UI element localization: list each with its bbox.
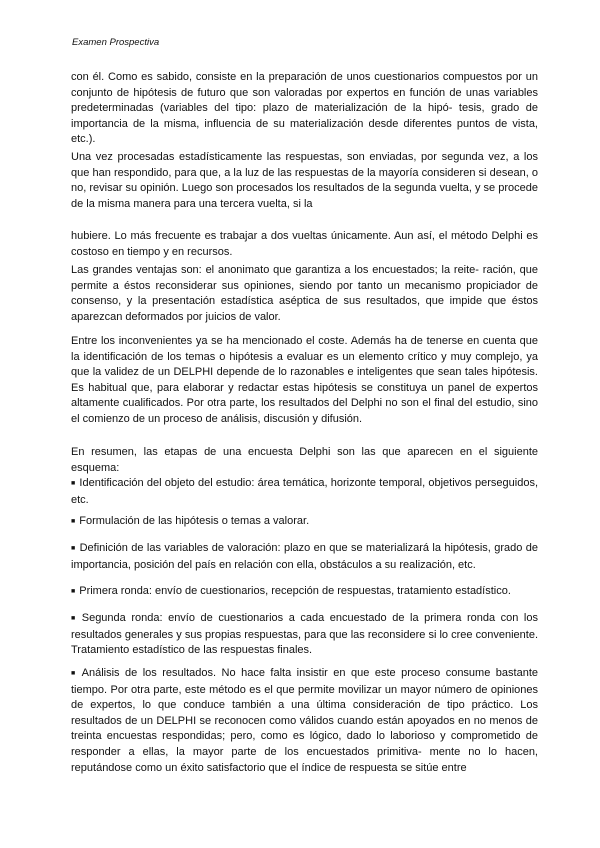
paragraph: con él. Como es sabido, consiste en la preparación de unos cuestionarios compuestos por un conjunto de hipótesis de futuro que son valoradas por expertos en función de unas variables predeterminadas (variables del tipo: plazo de materialización de la hipó- tesis, grado de importancia de la misma, influencia de su materialización desde diferentes puntos de vista, etc.). [71,71,538,146]
list-item: ■ Formulación de las hipótesis o temas a valorar. [71,514,538,531]
list-item: ■ Primera ronda: envío de cuestionarios, recepción de respuestas, tratamiento estadístico. [71,584,538,601]
paragraph: Las grandes ventajas son: el anonimato que garantiza a los encuestados; la reite- ración, que permite a éstos reconsiderar sus opiniones, siendo por tanto un mecanismo propiciador de consenso, y la presentación estadística aséptica de sus resultados, que impide que éstos aparezcan deformados por juicios de valor. [71,264,538,323]
list-item: ■ Análisis de los resultados. No hace falta insistir en que este proceso consume bastante tiempo. Por otra parte, este método es el que permite movilizar un mayor número de opiniones de expertos, lo que conduce también a una última consideración de tipo práctico. Los resultados de un DELPHI se reconocen como válidos cuando están apoyados en no menos de treinta encuestas respondidas; pero, como es lógico, dado lo laborioso y comprometido de responder a ellas, la mayor parte de los encuestados primitiva- mente no lo hacen, reputándose como un éxito satisfactorio que el índice de respuesta se sitúe entre [71,666,538,776]
paragraph: Entre los inconvenientes ya se ha mencionado el coste. Además ha de tenerse en cuenta que la identificación de los temas o hipótesis a evaluar es un elemento crítico y muy complejo, ya que la validez de un DELPHI depende de lo razonables e inteligentes que sean tales hipótesis. Es habitual que, para elaborar y redactar estas hipótesis se constituya un panel de expertos altamente cualificados. Por otra parte, los resultados del Delphi no son el final del estudio, sino el comienzo de un proceso de análisis, discusión y difusión. [71,335,538,425]
page-header: Examen Prospectiva [72,37,160,48]
list-item: ■ Definición de las variables de valoración: plazo en que se materializará la hipótesis, grado de importancia, posición del país en relación con ella, obstáculos a su realización, etc. [71,541,538,573]
list-item: ■ Segunda ronda: envío de cuestionarios a cada encuestado de la primera ronda con los resultados generales y sus propias respuestas, para que las reconsidere si lo cree conveniente. Tratamiento estadístico de las respuestas finales. [71,611,538,659]
paragraph: En resumen, las etapas de una encuesta Delphi son las que aparecen en el siguiente esquema: [71,446,538,474]
paragraph: hubiere. Lo más frecuente es trabajar a dos vueltas únicamente. Aun así, el método Delphi es costoso en tiempo y en recursos. [71,230,538,258]
list-item: ■ Identificación del objeto del estudio: área temática, horizonte temporal, objetivos perseguidos, etc. [71,476,538,508]
paragraph: Una vez procesadas estadísticamente las respuestas, son enviadas, por segunda vez, a los que han respondido, para que, a la luz de las respuestas de la mayoría consideren si desean, o no, revisar su opinión. Luego son procesados los resultados de la segunda vuelta, y se procede de la misma manera para una tercera vuelta, si la [71,151,538,210]
